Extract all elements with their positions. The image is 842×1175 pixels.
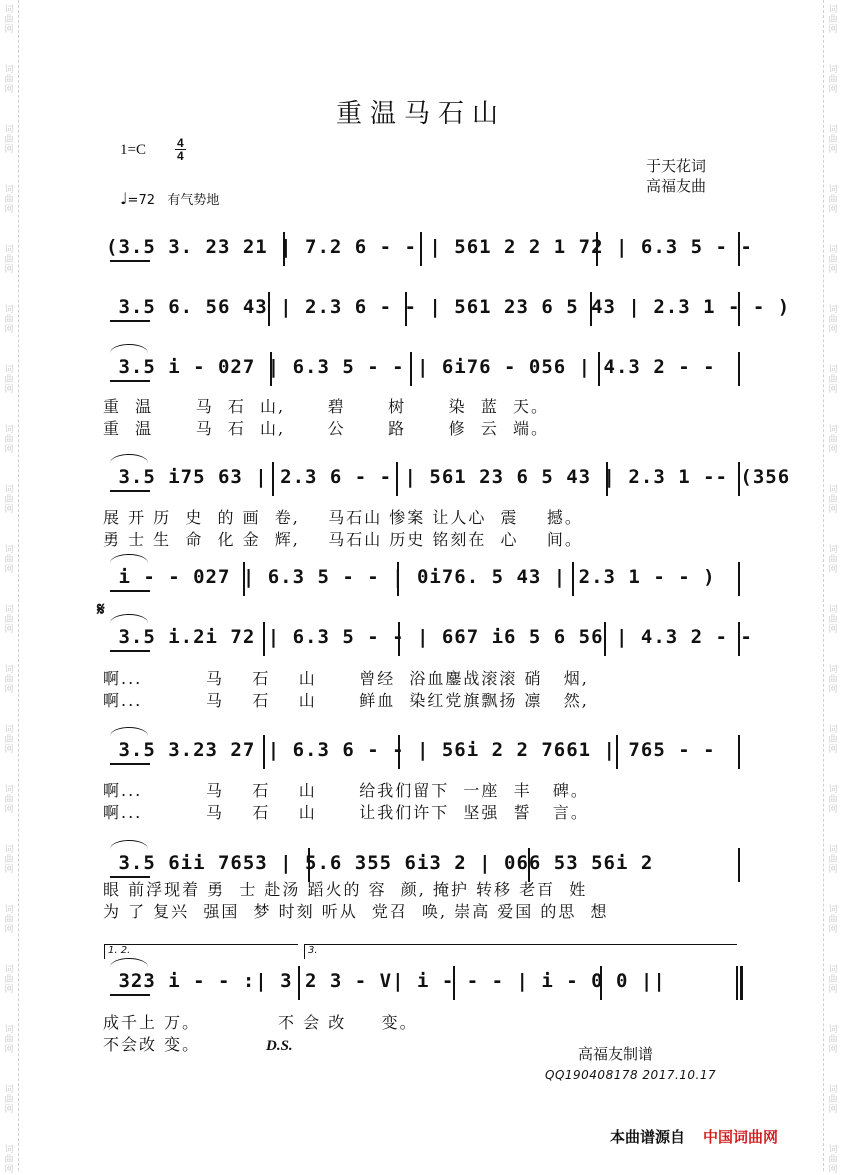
watermark-text: 词曲网 [4,1025,14,1055]
bar-line [738,352,740,386]
watermark-text: 词曲网 [828,5,838,35]
watermark-text: 词曲网 [828,545,838,575]
lyric-line: 不会改 变。 [103,1035,201,1054]
watermark-text: 词曲网 [828,845,838,875]
beam-line [110,260,150,262]
watermark-text: 词曲网 [4,365,14,395]
quarter-note-icon: ♩ [120,189,128,208]
watermark-text: 词曲网 [4,125,14,155]
expression-mark: 有气势地 [167,193,220,208]
notation-text: (3.5 3. 23 21 | 7.2 6 - - | 561 2 2 1 72 | 6.3 5 - - [106,236,753,258]
notation-text: 3.5 i.2i 72 | 6.3 5 - - | 667 i6 5 6 56 | 4.3 2 - - [106,626,753,648]
bar-line [738,848,740,882]
beam-line [110,650,150,652]
watermark-text: 词曲网 [828,365,838,395]
watermark-text: 词曲网 [4,305,14,335]
notation-row [0,848,842,882]
lyric-line: 成千上 万。 不 会 改 变。 [103,1013,418,1032]
final-bar-line [740,966,743,1000]
volta-third-ending: 3. [304,944,737,959]
brand-link[interactable]: 中国词曲网 [703,1128,779,1146]
watermark-text: 词曲网 [4,665,14,695]
notation-row [0,352,842,386]
watermark-text: 词曲网 [4,965,14,995]
notation-text: 3.5 6ii 7653 | 5.6 355 6i3 2 | 066 53 56i 2 [106,852,654,874]
watermark-text: 词曲网 [4,545,14,575]
slur-arc [110,727,148,736]
watermark-text: 词曲网 [4,245,14,275]
watermark-text: 词曲网 [828,725,838,755]
composer-credit: 高福友曲 [646,177,707,195]
notation-text: 3.5 i - 027 | 6.3 5 - - | 6i76 - 056 | 4.3 2 - - [106,356,716,378]
watermark-text: 词曲网 [4,425,14,455]
notation-row [0,562,842,596]
segno-icon: 𝄋 [97,599,105,620]
watermark-text: 词曲网 [828,185,838,215]
key-signature: 1=C [120,142,146,158]
watermark-text: 词曲网 [828,665,838,695]
notation-row [0,462,842,496]
notation-row [0,622,842,656]
watermark-text: 词曲网 [4,185,14,215]
slur-arc [110,614,148,623]
tempo-marking: ♩=72 有气势地 [120,189,220,208]
lyric-line: 勇 士 生 命 化 金 辉, 马石山 历史 铭刻在 心 间。 [103,530,583,549]
lyric-line: 展 开 历 史 的 画 卷, 马石山 惨案 让人心 震 撼。 [103,508,583,527]
watermark-text: 词曲网 [4,725,14,755]
notation-text: 3.5 3.23 27 | 6.3 6 - - | 56i 2 2 7661 | 765 - - [106,739,716,761]
bar-line [738,735,740,769]
slur-arc [110,840,148,849]
lyric-line: 啊... 马 石 山 曾经 浴血鏖战滚滚 硝 烟, [103,669,589,688]
ds-marking: D.S. [266,1038,293,1054]
watermark-text: 词曲网 [4,605,14,635]
watermark-text: 词曲网 [828,965,838,995]
watermark-text: 词曲网 [828,305,838,335]
notation-row [0,232,842,266]
bar-line [736,966,738,1000]
volta-first-ending: 1. 2. [104,944,298,959]
watermark-text: 词曲网 [4,905,14,935]
beam-line [110,320,150,322]
watermark-text: 词曲网 [828,425,838,455]
beam-line [110,380,150,382]
score-maker: 高福友制谱 [578,1045,654,1063]
slur-arc [110,554,148,563]
notation-row [0,735,842,769]
watermark-text: 词曲网 [828,125,838,155]
notation-text: i - - 027 | 6.3 5 - - | 0i76. 5 43 | 2.3 1 - - ) [106,566,716,588]
notation-text: 323 i - - :| 3 2 3 - V| i - - - | i - 0 0 || [106,970,666,992]
lyric-line: 重 温 马 石 山, 公 路 修 云 端。 [103,419,550,438]
watermark-text: 词曲网 [828,485,838,515]
watermark-text: 词曲网 [828,65,838,95]
credits [646,156,706,196]
lyric-line: 重 温 马 石 山, 碧 树 染 蓝 天。 [103,397,550,416]
beam-line [110,490,150,492]
notation-row [0,966,842,1000]
watermark-text: 词曲网 [828,1145,838,1175]
beam-line [110,994,150,996]
watermark-text: 词曲网 [4,1085,14,1115]
notation-row [0,292,842,326]
watermark-text: 词曲网 [828,1085,838,1115]
notation-text: 3.5 6. 56 43 | 2.3 6 - - | 561 23 6 5 43 | 2.3 1 - - ) [106,296,791,318]
slur-arc [110,958,148,967]
watermark-text: 词曲网 [4,5,14,35]
beam-line [110,763,150,765]
watermark-text: 词曲网 [828,605,838,635]
lyricist-credit: 于天花词 [646,157,707,175]
watermark-text: 词曲网 [4,845,14,875]
slur-arc [110,344,148,353]
watermark-text: 词曲网 [4,485,14,515]
watermark-text: 词曲网 [828,785,838,815]
song-title: 重温马石山 [335,99,506,129]
lyric-line: 为 了 复兴 强国 梦 时刻 听从 党召 唤, 崇高 爱国 的思 想 [103,902,609,921]
lyric-line: 眼 前浮现着 勇 士 赴汤 蹈火的 容 颜, 掩护 转移 老百 姓 [103,880,588,899]
slur-arc [110,454,148,463]
watermark-text: 词曲网 [828,905,838,935]
time-signature: 4 4 [177,136,184,163]
beam-line [110,876,150,878]
source-line [610,1126,778,1147]
lyric-line: 啊... 马 石 山 鲜血 染红党旗飘扬 凛 然, [103,691,589,710]
watermark-text: 词曲网 [4,1145,14,1175]
beam-line [110,590,150,592]
contact-date: QQ190408178 2017.10.17 [545,1068,717,1082]
watermark-text: 词曲网 [828,1025,838,1055]
source-label: 本曲谱源自 [610,1128,686,1146]
lyric-line: 啊... 马 石 山 让我们许下 坚强 誓 言。 [103,803,589,822]
bar-line [738,562,740,596]
notation-text: 3.5 i75 63 | 2.3 6 - - | 561 23 6 5 43 | 2.3 1 -- (356 [106,466,791,488]
watermark-text: 词曲网 [4,785,14,815]
lyric-line: 啊... 马 石 山 给我们留下 一座 丰 碑。 [103,781,589,800]
watermark-text: 词曲网 [828,245,838,275]
watermark-text: 词曲网 [4,65,14,95]
